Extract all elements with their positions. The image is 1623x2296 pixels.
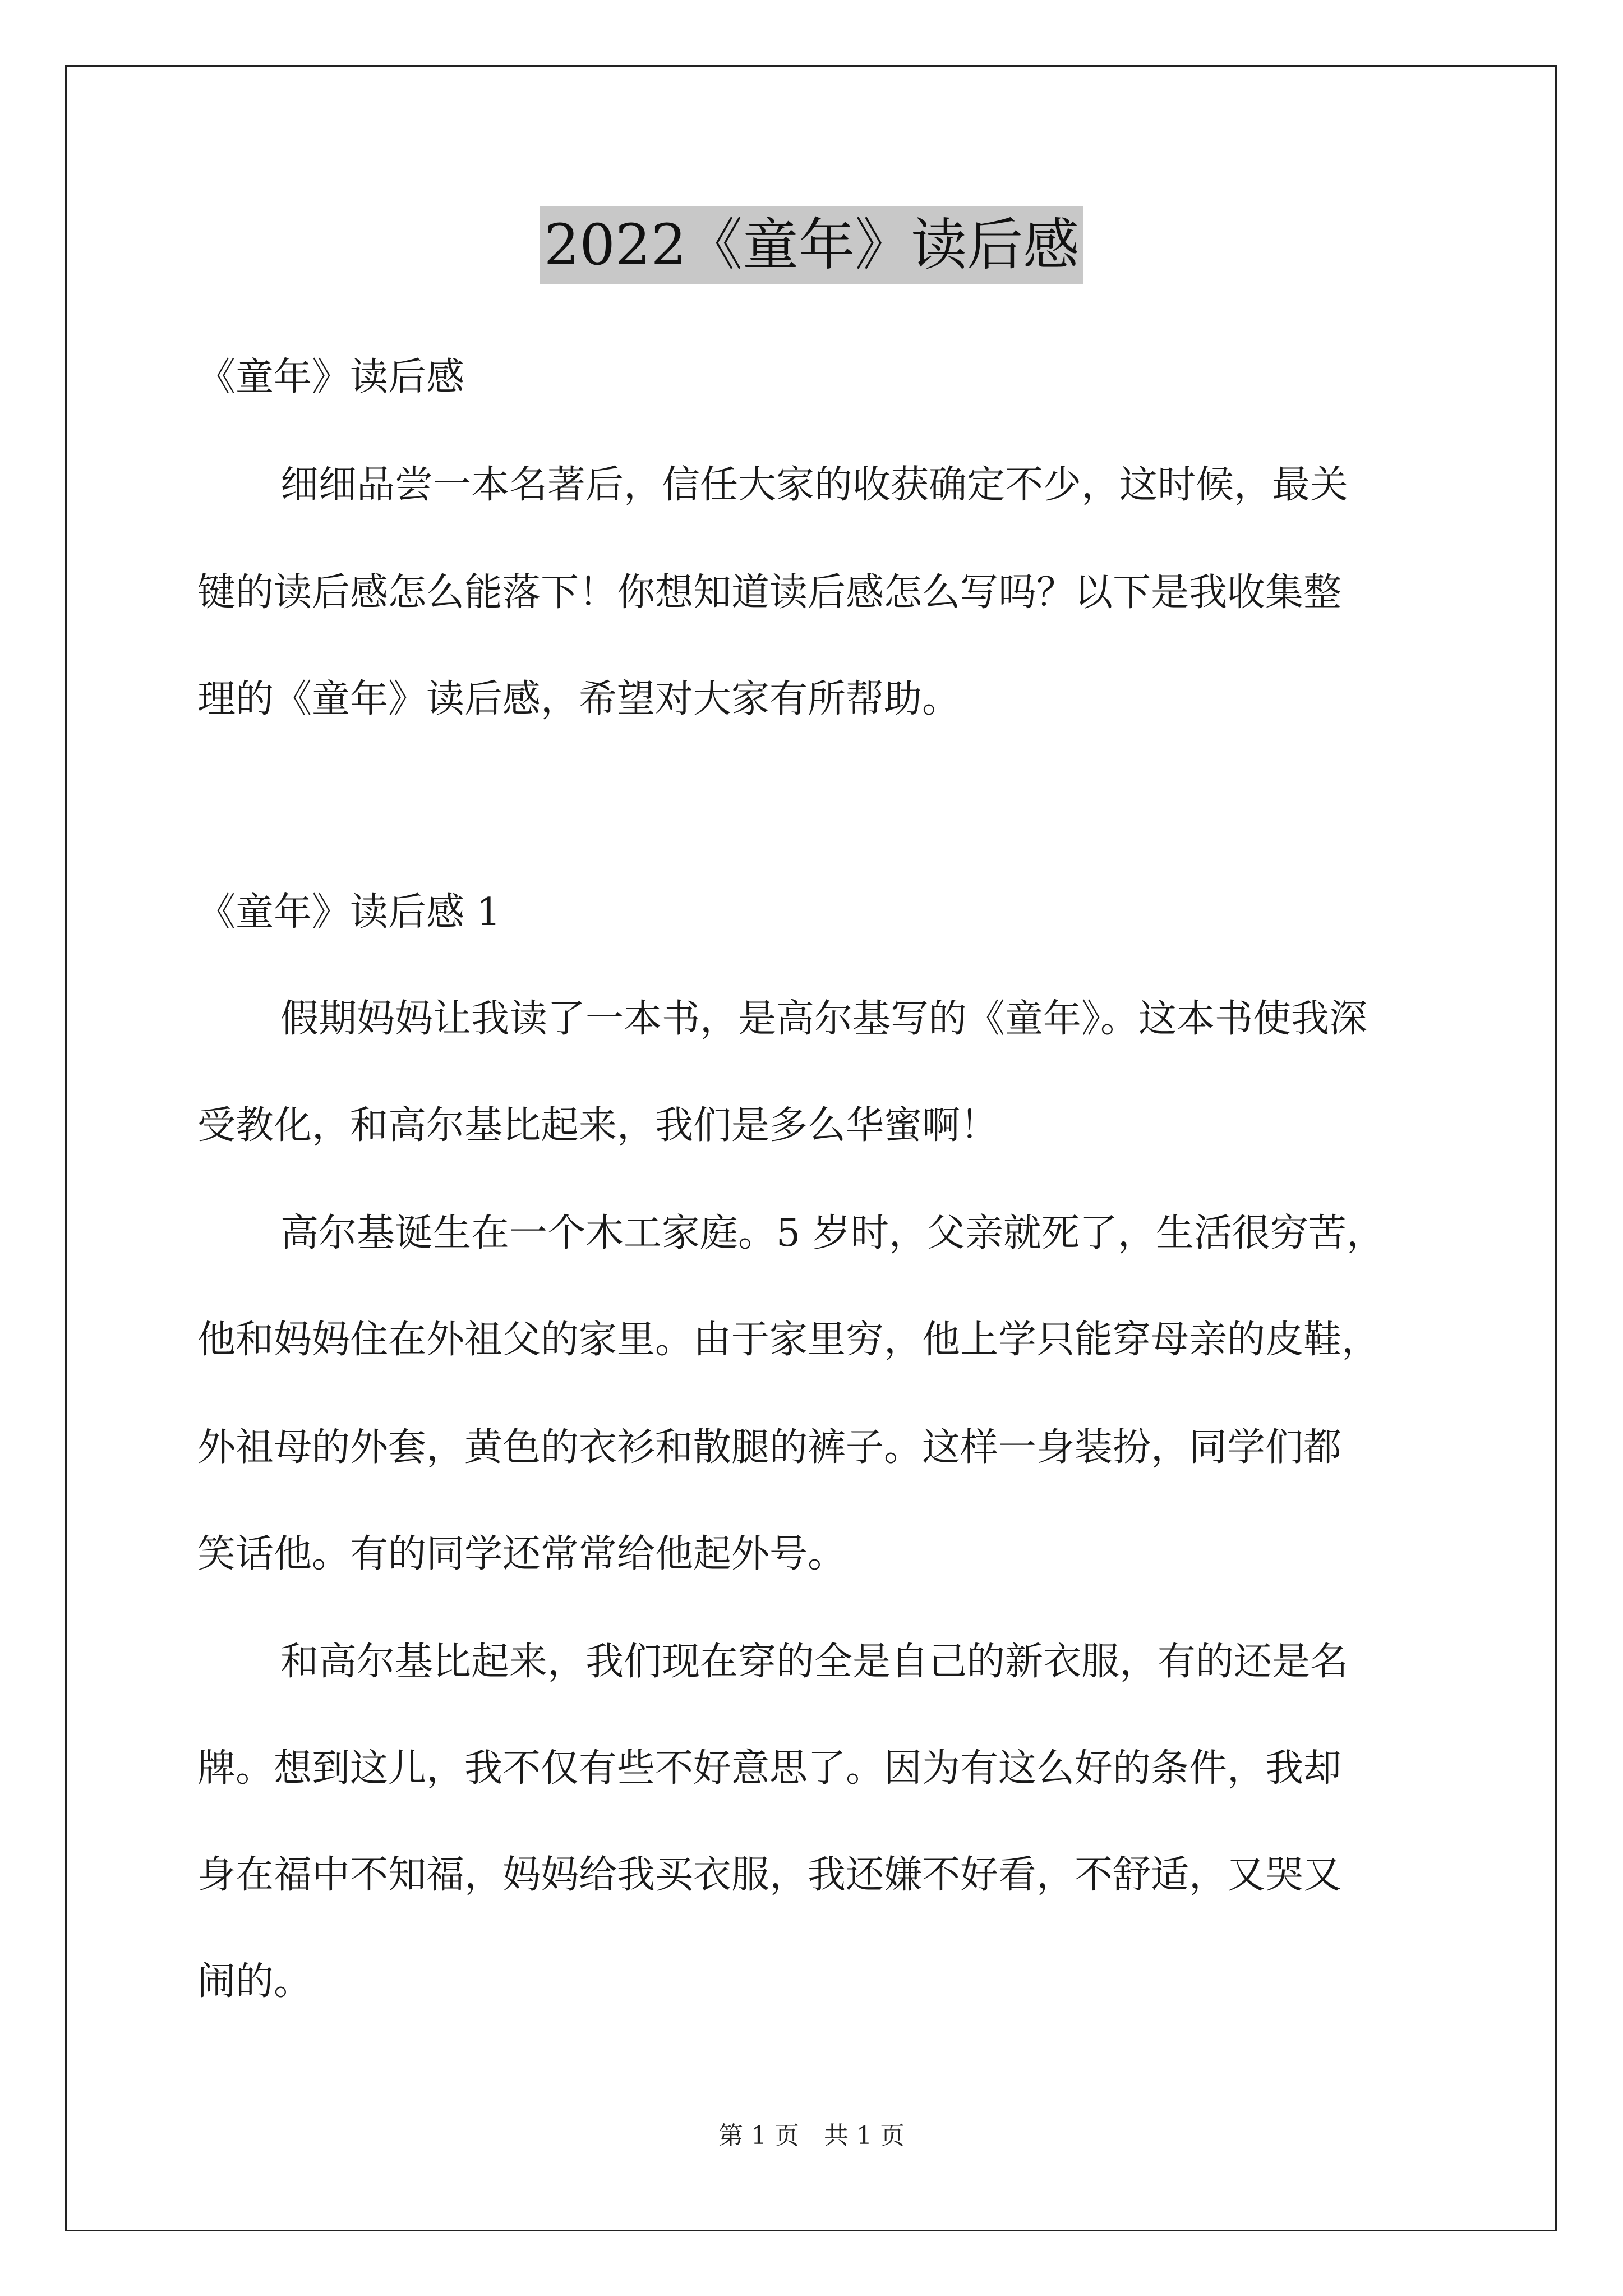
intro-line-2: 键的读后感怎么能落下！你想知道读后感怎么写吗？以下是我收集整 [197, 570, 1342, 615]
intro-line-1: 细细品尝一本名著后，信任大家的收获确定不少，这时候，最关 [280, 463, 1349, 507]
paragraph-line: 牌。想到这儿，我不仅有些不好意思了。因为有这么好的条件，我却 [197, 1746, 1342, 1791]
section-heading: 《童年》读后感 1 [197, 890, 501, 935]
document-title: 2022《童年》读后感 [540, 206, 1084, 284]
paragraph-line: 高尔基诞生在一个木工家庭。5 岁时，父亲就死了，生活很穷苦， [280, 1211, 1385, 1255]
paragraph-line: 假期妈妈让我读了一本书，是高尔基写的《童年》。这本书使我深 [280, 997, 1368, 1041]
paragraph-line: 身在福中不知福，妈妈给我买衣服，我还嫌不好看，不舒适，又哭又 [197, 1853, 1342, 1897]
title-container [0, 206, 1623, 284]
paragraph-line: 外祖母的外套，黄色的衣衫和散腿的裤子。这样一身装扮，同学们都 [197, 1425, 1342, 1470]
paragraph-line: 和高尔基比起来，我们现在穿的全是自己的新衣服，有的还是名 [280, 1640, 1349, 1684]
intro-line-3: 理的《童年》读后感，希望对大家有所帮助。 [197, 677, 961, 721]
paragraph-line: 受教化，和高尔基比起来，我们是多么华蜜啊！ [197, 1103, 999, 1148]
paragraph-line: 他和妈妈住在外祖父的家里。由于家里穷，他上学只能穿母亲的皮鞋， [197, 1318, 1380, 1362]
page-footer: 第 1 页 共 1 页 [718, 2122, 905, 2150]
heading: 《童年》读后感 [197, 355, 465, 399]
paragraph-line: 闹的。 [197, 1959, 312, 2004]
paragraph-line: 笑话他。有的同学还常常给他起外号。 [197, 1532, 846, 1576]
